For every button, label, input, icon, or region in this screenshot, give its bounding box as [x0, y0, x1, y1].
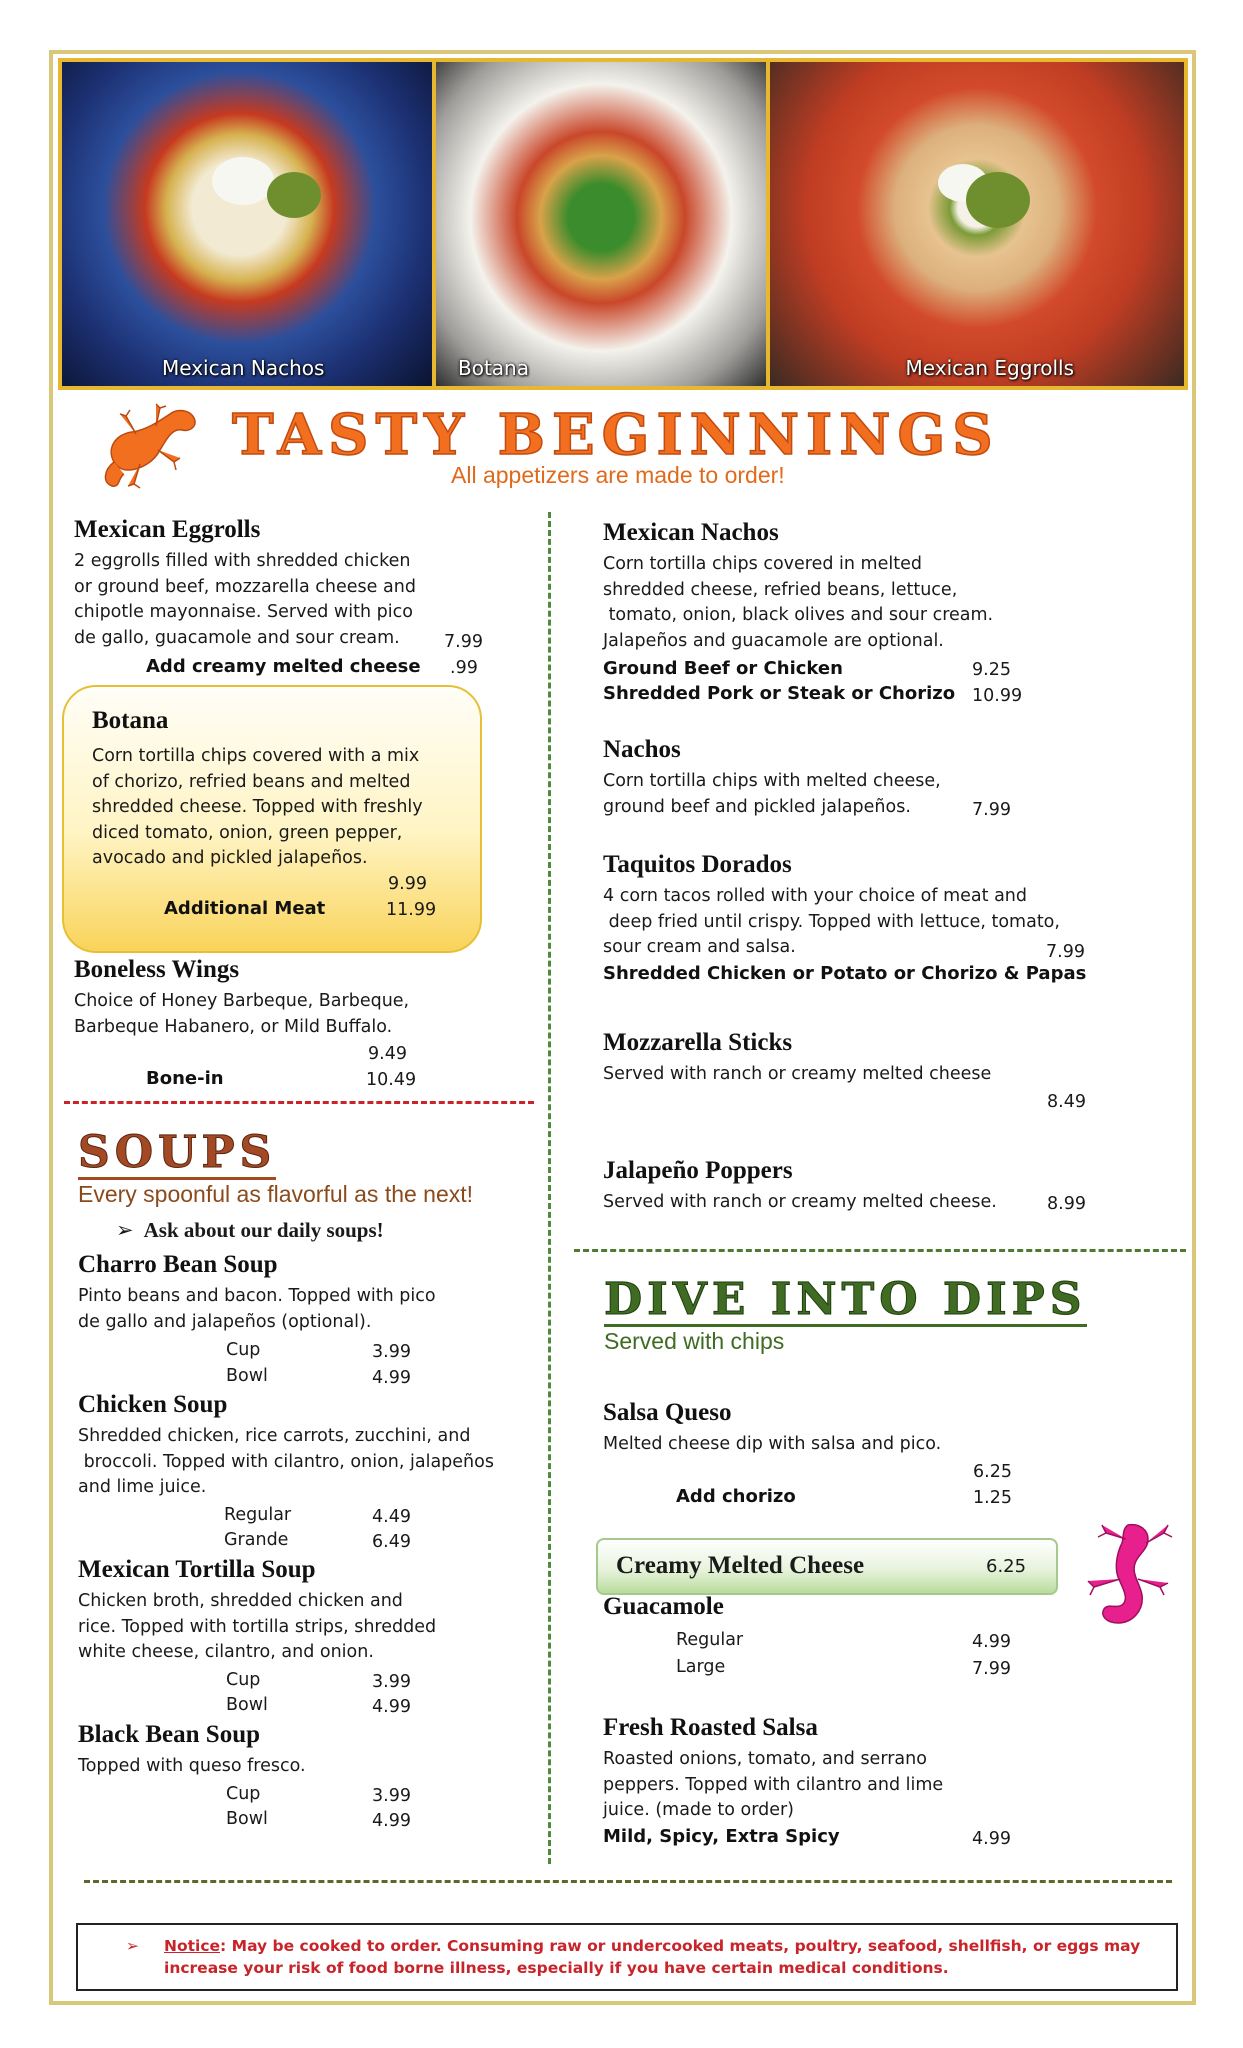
photo-strip: [58, 58, 1188, 390]
size-label: Grande: [224, 1530, 289, 1550]
item-name: Chicken Soup: [78, 1391, 228, 1418]
menu-item-botana: [92, 706, 423, 872]
size-label: Bowl: [226, 1366, 268, 1386]
menu-item-fresh-roasted-salsa: [603, 1713, 943, 1824]
size-price: 6.49: [372, 1532, 411, 1552]
item-price: 8.49: [1047, 1092, 1086, 1112]
size-price: 4.99: [372, 1697, 411, 1717]
item-description: Served with ranch or creamy melted cheese: [603, 1064, 992, 1084]
photo-caption: Mexican Nachos: [162, 356, 325, 380]
item-option-price: 10.99: [972, 686, 1023, 706]
size-label: Bowl: [226, 1809, 268, 1829]
menu-item-jalapeno-poppers: [603, 1156, 997, 1216]
size-price: 4.99: [372, 1811, 411, 1831]
section-subtitle-appetizers: All appetizers are made to order!: [451, 462, 785, 488]
item-name: Taquitos Dorados: [603, 851, 792, 878]
item-price: 4.99: [972, 1829, 1011, 1849]
size-label: Bowl: [226, 1695, 268, 1715]
item-price: 9.99: [388, 874, 427, 894]
item-description: Roasted onions, tomato, and serrano peppers. Topped with cilantro and lime juice. (made to order): [603, 1749, 944, 1820]
menu-item-taquitos-dorados: [603, 850, 1060, 961]
item-description: Corn tortilla chips covered in melted shredded cheese, refried beans, lettuce, tomato, onion, black olives and sour cream. Jalapeños and guacamole are optional.: [603, 554, 994, 651]
size-price: 3.99: [372, 1342, 411, 1362]
item-description: Chicken broth, shredded chicken and rice. Topped with tortilla strips, shredded white cheese, cilantro, and onion.: [78, 1591, 437, 1662]
soups-note: ➢ Ask about our daily soups!: [116, 1218, 384, 1242]
size-label: Cup: [226, 1784, 261, 1804]
item-addon-label: Add chorizo: [676, 1486, 796, 1507]
photo-mexican-eggrolls: [770, 62, 1184, 386]
item-description: Choice of Honey Barbeque, Barbeque, Barbeque Habanero, or Mild Buffalo.: [74, 991, 410, 1037]
column-divider: [548, 512, 551, 1864]
menu-item-mozzarella-sticks: [603, 1028, 991, 1088]
item-name: Mexican Eggrolls: [74, 516, 261, 543]
item-addon-price: 10.49: [366, 1070, 417, 1090]
gecko-icon: [96, 400, 208, 492]
notice-text: : May be cooked to order. Consuming raw or undercooked meats, poultry, seafood, shellfish, or eggs may increase your risk of food borne illness, especially if you have certain medical conditions.: [164, 1937, 1141, 1977]
size-price: 4.49: [372, 1507, 411, 1527]
notice-label: Notice: [164, 1937, 221, 1955]
menu-item-mexican-tortilla-soup: [78, 1555, 436, 1666]
item-price: 9.49: [368, 1044, 407, 1064]
item-price: 6.25: [986, 1556, 1027, 1577]
featured-dip-box: [596, 1538, 1058, 1595]
item-description: Shredded chicken, rice carrots, zucchini, and broccoli. Topped with cilantro, onion, jalapeños and lime juice.: [78, 1426, 494, 1497]
size-label: Cup: [226, 1340, 261, 1360]
item-description: Served with ranch or creamy melted cheese.: [603, 1192, 997, 1212]
item-name: Jalapeño Poppers: [603, 1157, 793, 1184]
item-addon-label: Bone-in: [146, 1068, 224, 1089]
item-option-label: Shredded Chicken or Potato or Chorizo & Papas: [603, 963, 1087, 984]
item-price: 7.99: [444, 632, 483, 652]
item-option-price: 9.25: [972, 660, 1011, 680]
photo-botana: [436, 62, 766, 386]
item-addon-price: .99: [450, 658, 478, 678]
size-price: 7.99: [972, 1659, 1011, 1679]
item-description: Corn tortilla chips with melted cheese, ground beef and pickled jalapeños.: [603, 771, 941, 817]
size-label: Regular: [676, 1630, 744, 1650]
menu-item-charro-bean-soup: [78, 1250, 436, 1335]
photo-mexican-nachos: [62, 62, 432, 386]
section-subtitle-dips: Served with chips: [604, 1328, 785, 1354]
size-price: 3.99: [372, 1786, 411, 1806]
size-price: 4.99: [372, 1368, 411, 1388]
menu-item-nachos: [603, 735, 941, 820]
item-description: Corn tortilla chips covered with a mix of chorizo, refried beans and melted shredded cheese. Topped with freshly diced tomato, onion, green pepper, avocado and pickled jalapeños.: [92, 746, 423, 868]
item-name: Nachos: [603, 736, 681, 763]
section-title-dips: DIVE INTO DIPS: [604, 1274, 1087, 1325]
item-name: Charro Bean Soup: [78, 1251, 278, 1278]
menu-item-salsa-queso: [603, 1398, 941, 1458]
item-name: Creamy Melted Cheese: [616, 1552, 865, 1579]
item-name: Black Bean Soup: [78, 1721, 261, 1748]
menu-item-chicken-soup: [78, 1390, 494, 1501]
item-addon-price: 1.25: [973, 1488, 1012, 1508]
section-title-appetizers: TASTY BEGINNINGS: [232, 402, 1000, 468]
item-price: 7.99: [972, 800, 1011, 820]
menu-item-boneless-wings: [74, 955, 409, 1040]
item-description: Topped with queso fresco.: [78, 1756, 306, 1776]
arrow-icon: ➢: [126, 1937, 139, 1955]
size-price: 3.99: [372, 1672, 411, 1692]
section-title-soups: SOUPS: [78, 1127, 277, 1178]
size-price: 4.99: [972, 1632, 1011, 1652]
menu-item-black-bean-soup: [78, 1720, 306, 1780]
item-name: Mexican Nachos: [603, 519, 779, 546]
item-description: Pinto beans and bacon. Topped with pico de gallo and jalapeños (optional).: [78, 1286, 436, 1332]
size-label: Regular: [224, 1505, 292, 1525]
item-name: Botana: [92, 707, 169, 734]
item-name: Salsa Queso: [603, 1399, 732, 1426]
item-name: Mozzarella Sticks: [603, 1029, 793, 1056]
item-addon-label: Add creamy melted cheese: [146, 656, 421, 677]
item-description: Melted cheese dip with salsa and pico.: [603, 1434, 942, 1454]
gecko-icon: [1064, 1515, 1182, 1635]
item-option-label: Ground Beef or Chicken: [603, 658, 843, 679]
section-divider: [64, 1101, 534, 1104]
item-option-label: Shredded Pork or Steak or Chorizo: [603, 683, 956, 704]
section-subtitle-soups: Every spoonful as flavorful as the next!: [78, 1181, 474, 1207]
item-description: 2 eggrolls filled with shredded chicken or ground beef, mozzarella cheese and chipotle mayonnaise. Served with pico de gallo, guacamole and sour cream.: [74, 551, 416, 648]
item-name: Mexican Tortilla Soup: [78, 1556, 316, 1583]
size-label: Large: [676, 1657, 726, 1677]
item-name: Guacamole: [603, 1593, 724, 1620]
item-name: Boneless Wings: [74, 956, 240, 983]
size-label: Cup: [226, 1670, 261, 1690]
item-price: 6.25: [973, 1462, 1012, 1482]
food-safety-notice: [76, 1923, 1178, 1991]
item-addon-label: Additional Meat: [164, 898, 326, 919]
section-divider: [574, 1249, 1186, 1252]
item-option-label: Mild, Spicy, Extra Spicy: [603, 1826, 840, 1847]
menu-item-guacamole: [603, 1592, 724, 1622]
item-addon-price: 11.99: [386, 900, 437, 920]
item-name: Fresh Roasted Salsa: [603, 1714, 818, 1741]
arrow-icon: ➢: [116, 1218, 134, 1242]
item-description: 4 corn tacos rolled with your choice of meat and deep fried until crispy. Topped with lettuce, tomato, sour cream and salsa.: [603, 886, 1060, 957]
photo-caption: Botana: [458, 356, 529, 380]
photo-caption: Mexican Eggrolls: [905, 356, 1074, 380]
section-divider: [84, 1880, 1172, 1883]
item-price: 7.99: [1046, 942, 1085, 962]
menu-item-mexican-eggrolls: [74, 515, 416, 651]
menu-item-mexican-nachos: [603, 518, 993, 654]
item-price: 8.99: [1047, 1194, 1086, 1214]
